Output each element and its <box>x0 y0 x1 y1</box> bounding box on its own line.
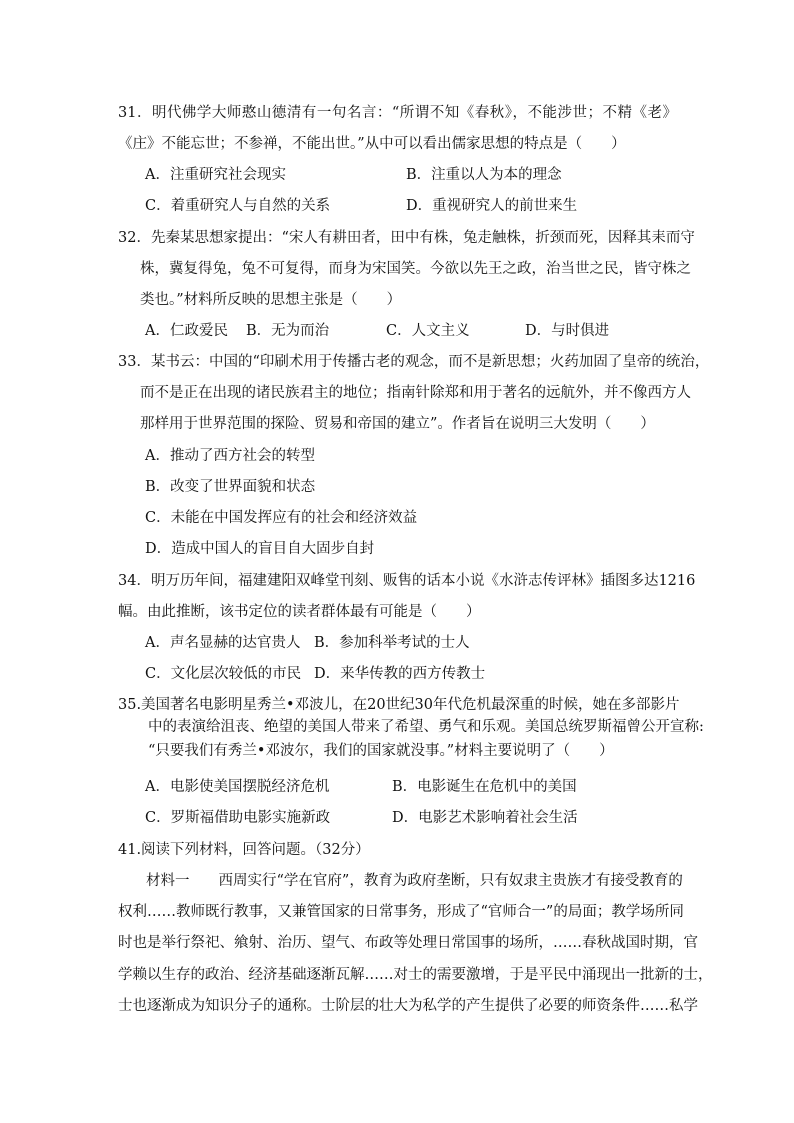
q34-stem-line-2: 幅。由此推断，该书定位的读者群体最有可能是（ ） <box>118 604 481 620</box>
q35-option-c[interactable]: C．罗斯福借助电影实施新政 <box>145 810 331 826</box>
q41-material-line-5: 士也逐渐成为知识分子的通称。士阶层的壮大为私学的产生提供了必要的师资条件……私学 <box>118 998 698 1014</box>
q32-option-d[interactable]: D．与时俱进 <box>525 323 610 339</box>
q35-stem-line-3: “只要我们有秀兰•邓波尔，我们的国家就没事。”材料主要说明了（ ） <box>148 743 614 759</box>
q32-stem-line-3: 类也。”材料所反映的思想主张是（ ） <box>140 292 402 308</box>
q34-option-c[interactable]: C．文化层次较低的市民 <box>145 666 302 682</box>
q32-option-a[interactable]: A．仁政爱民 <box>145 323 228 339</box>
q41-material-line-1: 材料一 西周实行“学在官府”，教育为政府垄断，只有奴隶主贵族才有接受教育的 <box>146 873 683 889</box>
q31-option-c[interactable]: C．着重研究人与自然的关系 <box>145 198 331 214</box>
q33-option-c[interactable]: C．未能在中国发挥应有的社会和经济效益 <box>145 510 418 526</box>
q32-option-c[interactable]: C．人文主义 <box>386 323 470 339</box>
q35-option-d[interactable]: D．电影艺术影响着社会生活 <box>392 810 578 826</box>
q35-stem-line-2: 中的表演给沮丧、绝望的美国人带来了希望、勇气和乐观。美国总统罗斯福曾公开宣称: <box>148 719 704 735</box>
q35-option-b[interactable]: B．电影诞生在危机中的美国 <box>392 779 577 795</box>
q41-heading: 41.阅读下列材料，回答问题。（32分） <box>118 842 370 858</box>
q34-stem-line-1: 34．明万历年间，福建建阳双峰堂刊刻、贩售的话本小说《水浒志传评林》插图多达1216 <box>118 573 696 589</box>
q34-option-a[interactable]: A．声名显赫的达官贵人 <box>145 635 301 651</box>
q34-option-d[interactable]: D．来华传教的西方传教士 <box>314 666 486 682</box>
q33-option-b[interactable]: B．改变了世界面貌和状态 <box>145 479 316 495</box>
q31-option-b[interactable]: B．注重以人为本的理念 <box>406 167 562 183</box>
q32-stem-line-2: 株，冀复得兔，兔不可复得，而身为宋国笑。今欲以先王之政，治当世之民，皆守株之 <box>140 261 691 277</box>
q33-option-a[interactable]: A．推动了西方社会的转型 <box>145 448 315 464</box>
q35-stem-line-1: 35.美国著名电影明星秀兰•邓波儿，在20世纪30年代危机最深重的时候，她在多部影片 <box>118 697 680 713</box>
q41-material-line-3: 时也是举行祭祀、飨射、治历、望气、布政等处理日常国事的场所，……春秋战国时期，官 <box>118 935 698 951</box>
q41-material-line-2: 权利……教师既行教事，又兼管国家的日常事务，形成了“官师合一”的局面；教学场所同 <box>118 904 684 920</box>
q33-stem-line-3: 那样用于世界范围的探险、贸易和帝国的建立”。作者旨在说明三大发明（ ） <box>140 416 655 432</box>
q32-option-b[interactable]: B．无为而治 <box>246 323 330 339</box>
q31-stem-line-2: 《庄》不能忘世；不参禅，不能出世。”从中可以看出儒家思想的特点是（ ） <box>118 136 626 152</box>
q41-material-line-4: 学赖以生存的政治、经济基础逐渐瓦解……对士的需要激增，于是平民中涌现出一批新的士， <box>118 967 713 983</box>
q31-option-a[interactable]: A．注重研究社会现实 <box>145 167 286 183</box>
q35-option-a[interactable]: A．电影使美国摆脱经济危机 <box>145 779 330 795</box>
q33-stem-line-2: 而不是正在出现的诸民族君主的地位；指南针除郑和用于著名的远航外，并不像西方人 <box>140 385 691 401</box>
q34-option-b[interactable]: B．参加科举考试的士人 <box>314 635 470 651</box>
q33-option-d[interactable]: D．造成中国人的盲目自大固步自封 <box>145 541 375 557</box>
q32-stem-line-1: 32．先秦某思想家提出：“宋人有耕田者，田中有株，兔走触株，折颈而死，因释其耒而守 <box>118 230 695 246</box>
q31-stem-line-1: 31．明代佛学大师憨山德清有一句名言：“所谓不知《春秋》，不能涉世；不精《老》 <box>118 105 677 121</box>
q31-option-d[interactable]: D．重视研究人的前世来生 <box>406 198 578 214</box>
q33-stem-line-1: 33．某书云：中国的“印刷术用于传播古老的观念，而不是新思想；火药加固了皇帝的统治， <box>118 354 710 370</box>
